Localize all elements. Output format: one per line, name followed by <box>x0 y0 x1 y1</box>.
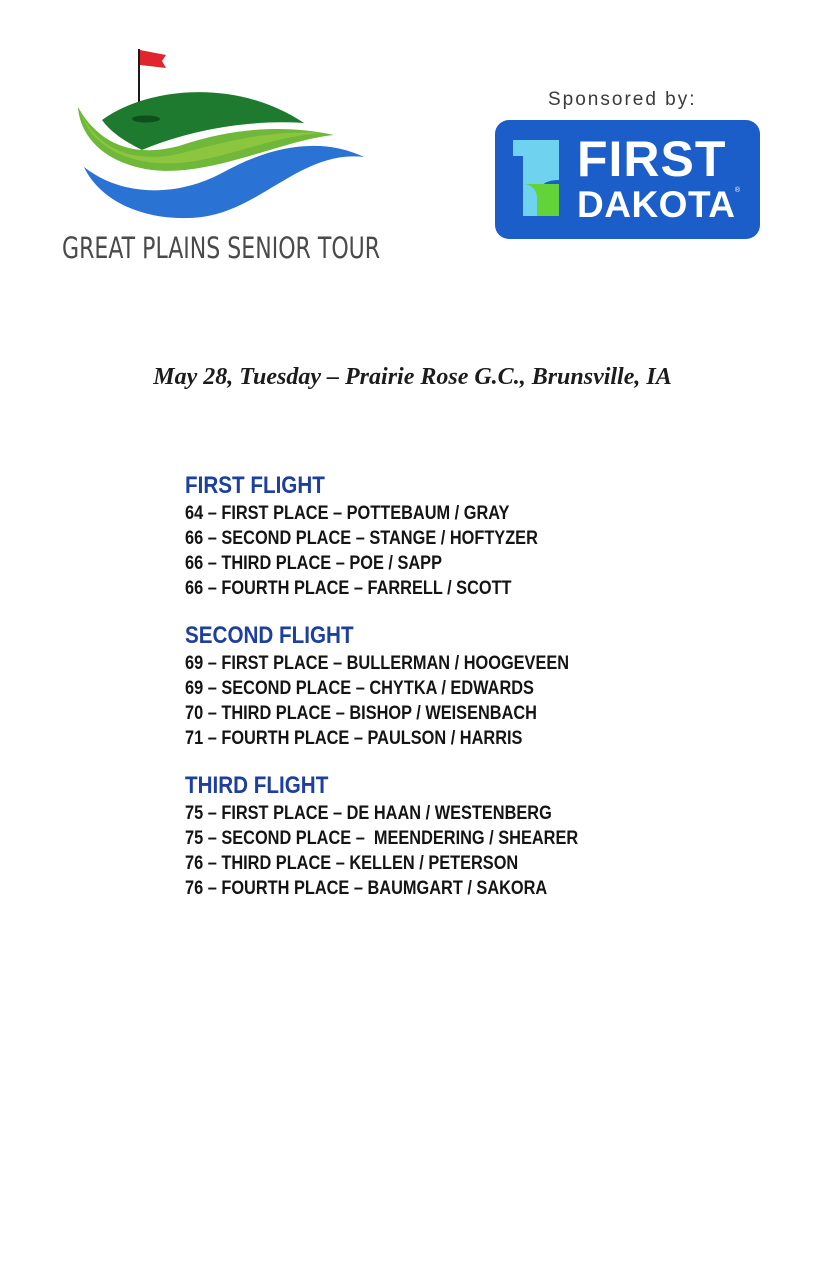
sponsor-name-line2: DAKOTA <box>577 184 736 225</box>
sponsor-name-line1: FIRST <box>577 131 727 187</box>
golf-green-logo-icon <box>62 45 382 230</box>
result-row: 71 – FOURTH PLACE – PAULSON / HARRIS <box>185 728 523 749</box>
event-title: May 28, Tuesday – Prairie Rose G.C., Brunsville, IA <box>153 364 672 390</box>
tour-name: GREAT PLAINS SENIOR TOUR <box>62 231 381 265</box>
tour-logo <box>62 45 382 275</box>
result-row: 66 – THIRD PLACE – POE / SAPP <box>185 553 442 574</box>
flight-section <box>185 470 745 601</box>
flight-title: SECOND FLIGHT <box>185 622 354 649</box>
sponsor-label: Sponsored by: <box>548 89 697 110</box>
results-list <box>185 470 745 920</box>
flight-section <box>185 620 745 751</box>
result-row: 69 – FIRST PLACE – BULLERMAN / HOOGEVEEN <box>185 653 570 674</box>
result-row: 66 – SECOND PLACE – STANGE / HOFTYZER <box>185 528 538 549</box>
registered-mark: ® <box>734 187 740 194</box>
flight-section <box>185 770 745 901</box>
result-row: 76 – FOURTH PLACE – BAUMGART / SAKORA <box>185 878 548 899</box>
sponsor-name <box>577 131 736 225</box>
result-row: 70 – THIRD PLACE – BISHOP / WEISENBACH <box>185 703 537 724</box>
flight-title: FIRST FLIGHT <box>185 472 325 499</box>
result-row: 69 – SECOND PLACE – CHYTKA / EDWARDS <box>185 678 534 699</box>
result-row: 75 – SECOND PLACE – MEENDERING / SHEARER <box>185 828 579 849</box>
result-row: 64 – FIRST PLACE – POTTEBAUM / GRAY <box>185 503 510 524</box>
result-row: 76 – THIRD PLACE – KELLEN / PETERSON <box>185 853 519 874</box>
result-row: 75 – FIRST PLACE – DE HAAN / WESTENBERG <box>185 803 552 824</box>
flight-title: THIRD FLIGHT <box>185 772 329 799</box>
result-row: 66 – FOURTH PLACE – FARRELL / SCOTT <box>185 578 512 599</box>
first-dakota-mark-icon <box>513 140 561 216</box>
sponsor-logo <box>495 120 760 239</box>
